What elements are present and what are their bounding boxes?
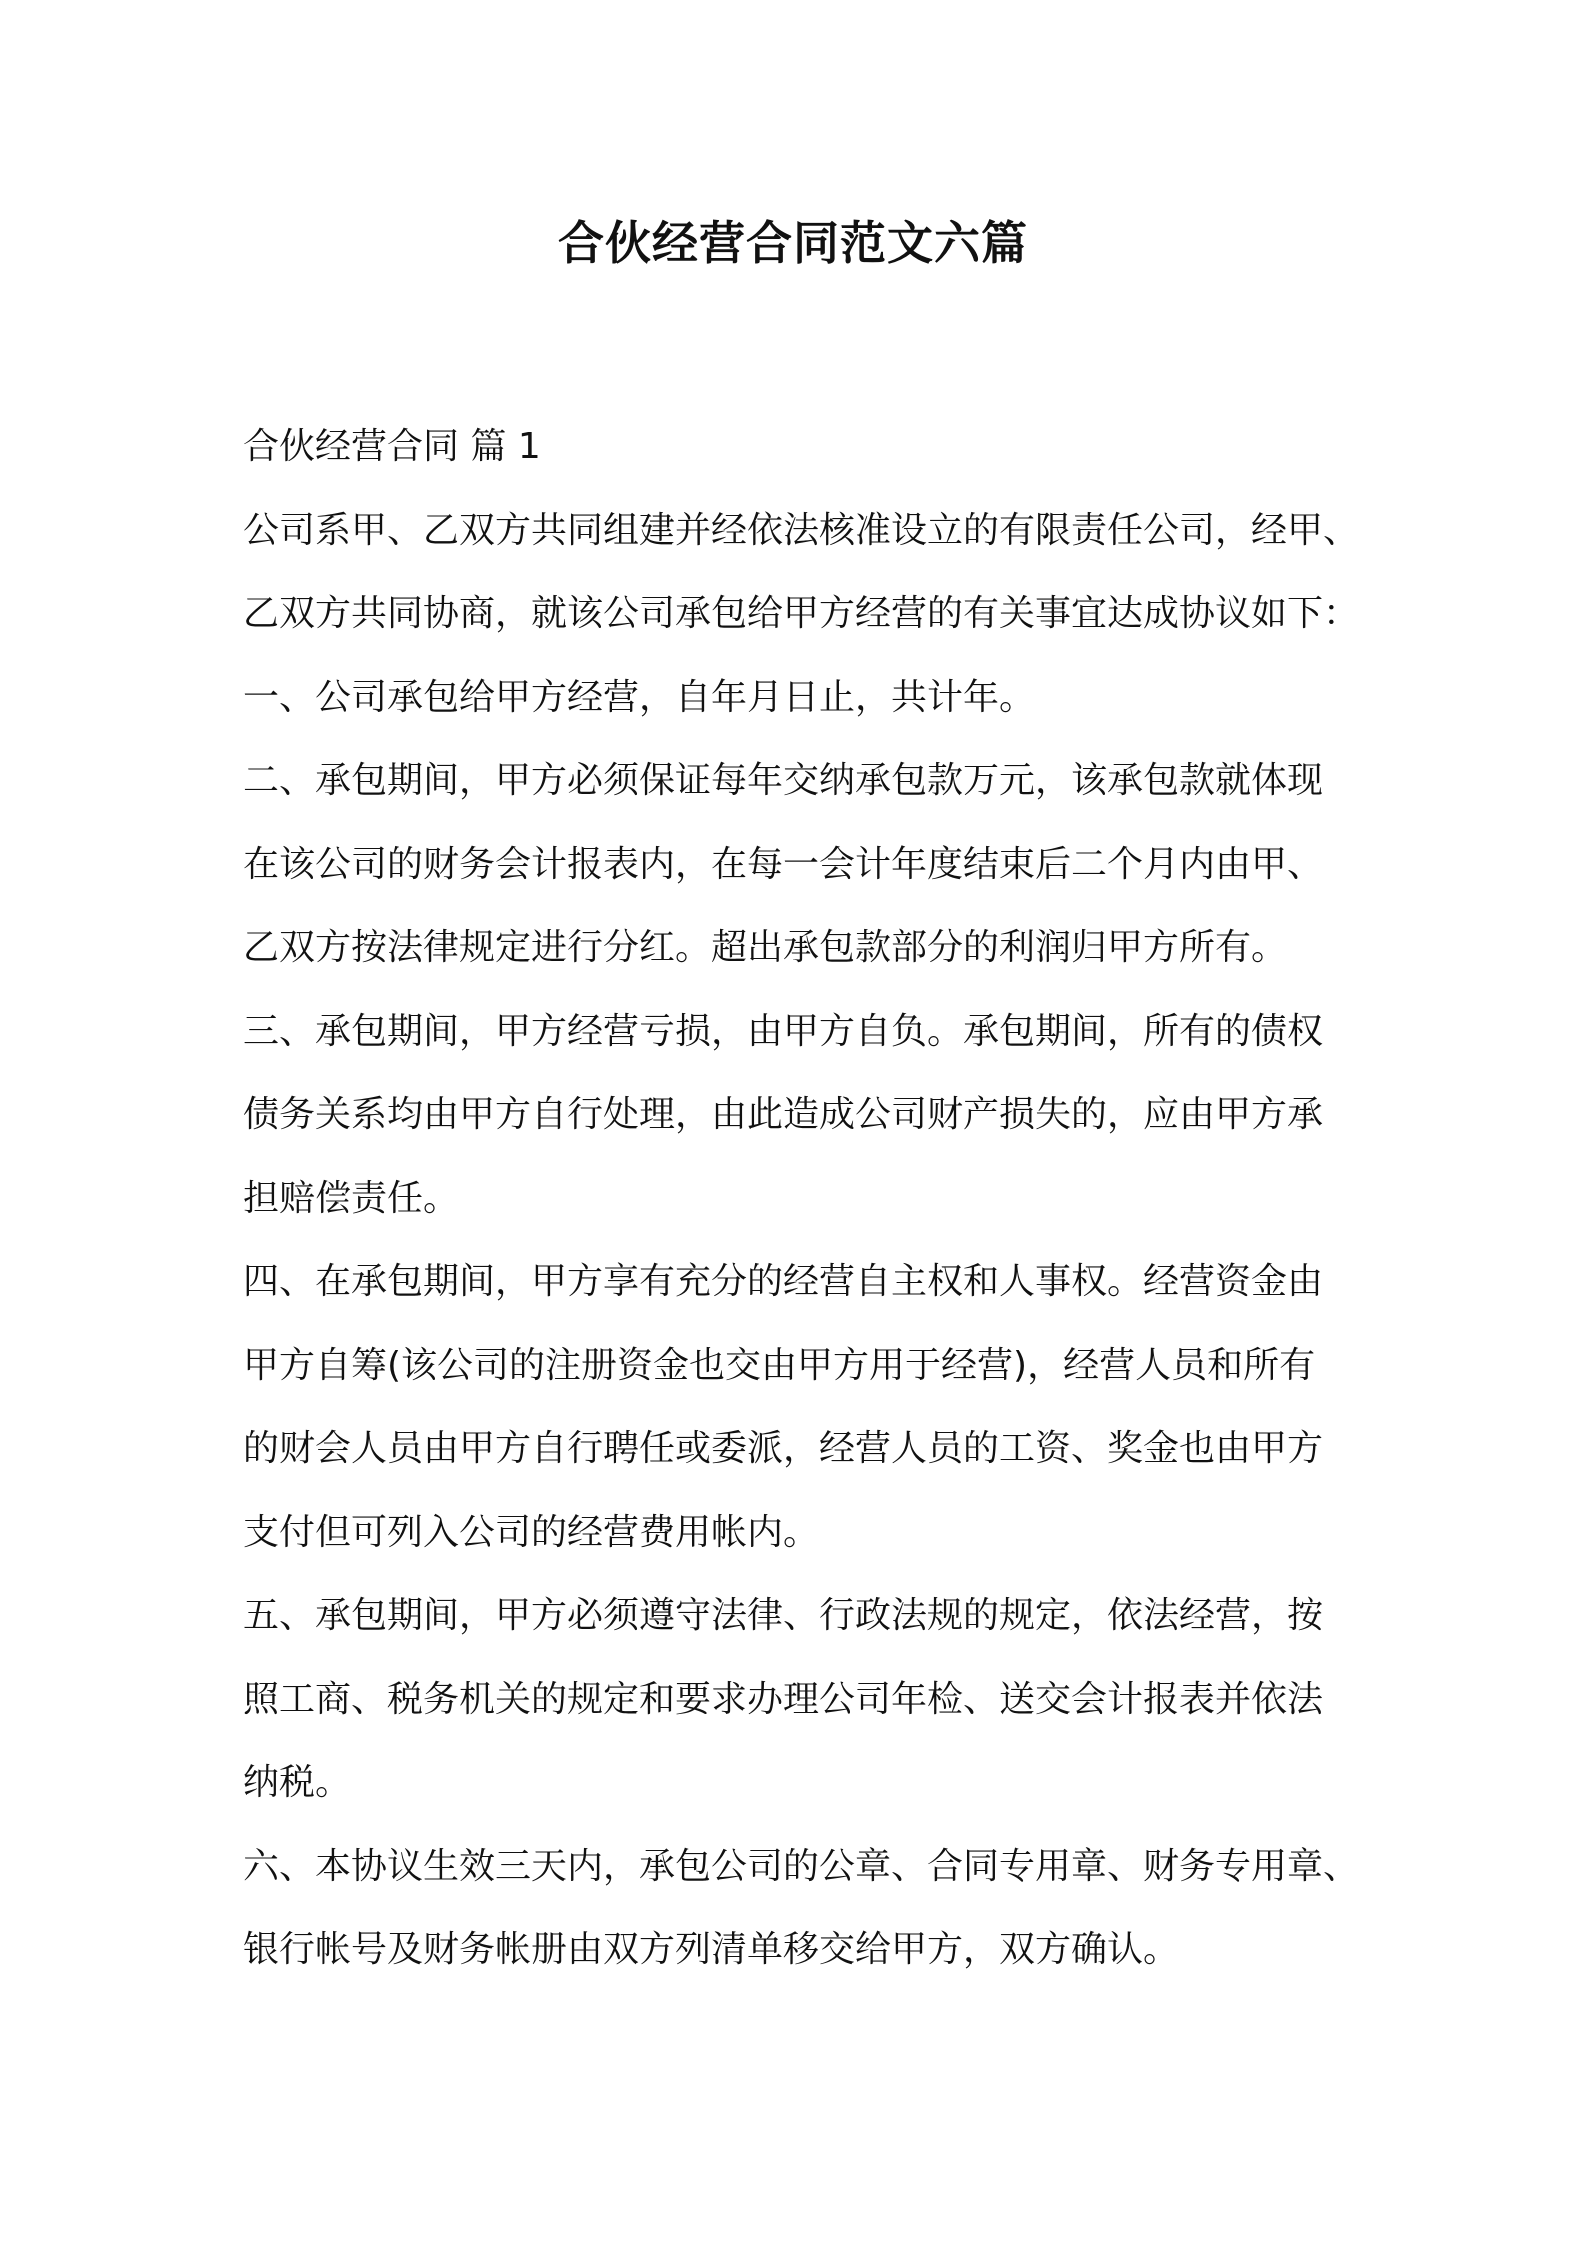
paragraph-line: 照工商、税务机关的规定和要求办理公司年检、送交会计报表并依法 (243, 1678, 1324, 1720)
paragraph-line: 三、承包期间，甲方经营亏损，由甲方自负。承包期间，所有的债权 (243, 1010, 1324, 1052)
paragraph-line: 乙双方按法律规定进行分红。超出承包款部分的利润归甲方所有。 (243, 927, 1288, 968)
paragraph-line: 债务关系均由甲方自行处理，由此造成公司财产损失的，应由甲方承 (243, 1094, 1324, 1135)
paragraph-line: 的财会人员由甲方自行聘任或委派，经营人员的工资、奖金也由甲方 (243, 1428, 1324, 1469)
paragraph-line: 乙双方共同协商，就该公司承包给甲方经营的有关事宜达成协议如下： (243, 593, 1360, 634)
paragraph-line: 纳税。 (243, 1762, 352, 1803)
document-body (243, 405, 1363, 1992)
clause-3 (243, 990, 1363, 1241)
paragraph-line: 银行帐号及财务帐册由双方列清单移交给甲方，双方确认。 (243, 1929, 1180, 1970)
paragraph-line: 支付但可列入公司的经营费用帐内。 (243, 1511, 820, 1553)
paragraph-line: 五、承包期间，甲方必须遵守法律、行政法规的规定，依法经营，按 (243, 1595, 1324, 1636)
paragraph-intro (243, 489, 1363, 656)
document-title: 合伙经营合同范文六篇 (558, 216, 1028, 270)
paragraph-line: 担赔偿责任。 (243, 1177, 460, 1219)
section-heading: 合伙经营合同 篇 1 (243, 426, 541, 467)
paragraph-line: 二、承包期间，甲方必须保证每年交纳承包款万元，该承包款就体现 (243, 760, 1324, 801)
paragraph-line: 甲方自筹(该公司的注册资金也交由甲方用于经营)，经营人员和所有 (243, 1344, 1316, 1386)
paragraph-line: 在该公司的财务会计报表内，在每一会计年度结束后二个月内由甲、 (243, 843, 1324, 885)
clause-6 (243, 1825, 1363, 1992)
clause-1 (243, 656, 1363, 740)
paragraph-line: 公司系甲、乙双方共同组建并经依法核准设立的有限责任公司，经甲、 (243, 509, 1360, 551)
paragraph-line: 四、在承包期间，甲方享有充分的经营自主权和人事权。经营资金由 (243, 1261, 1324, 1302)
clause-4 (243, 1240, 1363, 1574)
paragraph-line: 一、公司承包给甲方经营，自年月日止，共计年。 (243, 676, 1036, 718)
clause-5 (243, 1574, 1363, 1825)
paragraph-line: 六、本协议生效三天内，承包公司的公章、合同专用章、财务专用章、 (243, 1845, 1360, 1887)
clause-2 (243, 739, 1363, 990)
